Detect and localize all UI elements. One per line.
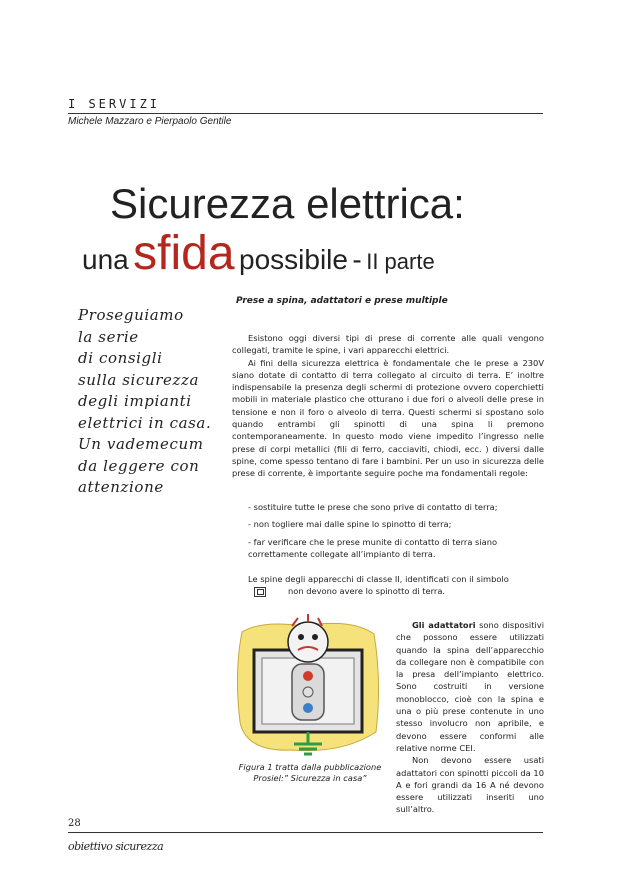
intro-line: degli impianti — [78, 392, 192, 410]
rule-item: - far verificare che le prese munite di contatto di terra siano correttamente collegate all’impianto di terra. — [248, 536, 498, 559]
adattatori-column — [396, 619, 544, 816]
class-ii-text: Le spine degli apparecchi di classe II, identificati con il simbolo — [248, 574, 509, 584]
page-number: 28 — [68, 818, 81, 829]
title-line-2 — [82, 226, 435, 281]
body-paragraph: Esistono oggi diversi tipi di prese di corrente alle quali vengono collegati, tramite le spine, i vari apparecchi elettrici. — [232, 333, 544, 356]
title-word-possibile: possibile — [239, 244, 348, 275]
intro-line: da leggere con — [78, 456, 200, 475]
header-rule — [68, 113, 543, 114]
body-paragraph: Ai fini della sicurezza elettrica è fondamentale che le prese a 230V siano dotate di contatto di terra collegato al circuito di terra. E’ inoltre indispensabile la presenza degli schermi di protezione ovvero coperchietti mobili in materiale plastico che otturano i due fori o alveoli delle prese in tensione e non il foro o alveolo di terra. Questi schermi si spostano solo quando entrambi gli spinotti di una spina li premono contemporaneamente. In questo modo viene impedito l’ingresso nelle prese di corpi metallici (fili di ferro, cacciaviti, chiodi, ecc. ) diversi dalle spine, come spesso tentano di fare i bambini. Per un uso in sicurezza delle prese di corrente, è importante seguire poche ma fondamentali regole: — [232, 357, 544, 479]
socket-cartoon-icon — [232, 612, 384, 764]
intro-line: Un vademecum — [78, 435, 204, 453]
title-word-una: una — [82, 244, 129, 275]
magazine-name: obiettivo sicurezza — [68, 840, 164, 853]
footer-rule — [68, 832, 543, 833]
section-label: I SERVIZI — [68, 97, 161, 111]
adattatori-paragraph — [396, 619, 544, 754]
intro-line: di consigli — [78, 349, 163, 367]
intro-standfirst — [78, 305, 218, 499]
intro-line: attenzione — [78, 478, 164, 496]
title-line-1: Sicurezza elettrica: — [110, 180, 465, 227]
rule-item: - sostituire tutte le prese che sono prive di contatto di terra; — [248, 502, 498, 512]
figure-caption: Figura 1 tratta dalla pubblicazione Prosiel:” Sicurezza in casa” — [238, 762, 382, 783]
adattatori-lead: Gli adattatori — [412, 620, 476, 630]
class-ii-note — [248, 573, 544, 598]
title-word-sfida: sfida — [133, 227, 235, 280]
authors: Michele Mazzaro e Pierpaolo Gentile — [68, 116, 232, 127]
article-subhead: Prese a spina, adattatori e prese multiple — [236, 296, 448, 306]
intro-line: la serie — [78, 327, 139, 346]
article-body — [232, 332, 544, 480]
class-ii-text-2: non devono avere lo spinotto di terra. — [288, 586, 446, 597]
rule-item: - non togliere mai dalle spine lo spinotto di terra; — [248, 519, 452, 530]
intro-line: sulla sicurezza — [78, 370, 200, 389]
class-ii-symbol-icon — [254, 587, 266, 597]
adattatori-paragraph-2: Non devono essere usati adattatori con spinotti piccoli da 10 A e fori grandi da 16 A né devono essere utilizzati inseriti uno sull’altro. — [396, 755, 544, 815]
figure-illustration — [232, 612, 384, 764]
intro-line: Proseguiamo — [78, 306, 184, 324]
title-part: II parte — [366, 249, 435, 274]
title-dash: - — [352, 244, 362, 275]
rules-list — [248, 501, 548, 565]
adattatori-text: sono dispositivi che possono essere utilizzati quando la spina dell’apparecchio da collegare non è compatibile con la presa dell’impianto elettrico. Sono costruiti in versione monoblocco, cioè con la spina e una o più prese contenute in uno stesso involucro non apribile, e devono essere conformi alle relative norme CEI. — [396, 620, 545, 753]
intro-line: elettrici in casa. — [78, 413, 212, 432]
